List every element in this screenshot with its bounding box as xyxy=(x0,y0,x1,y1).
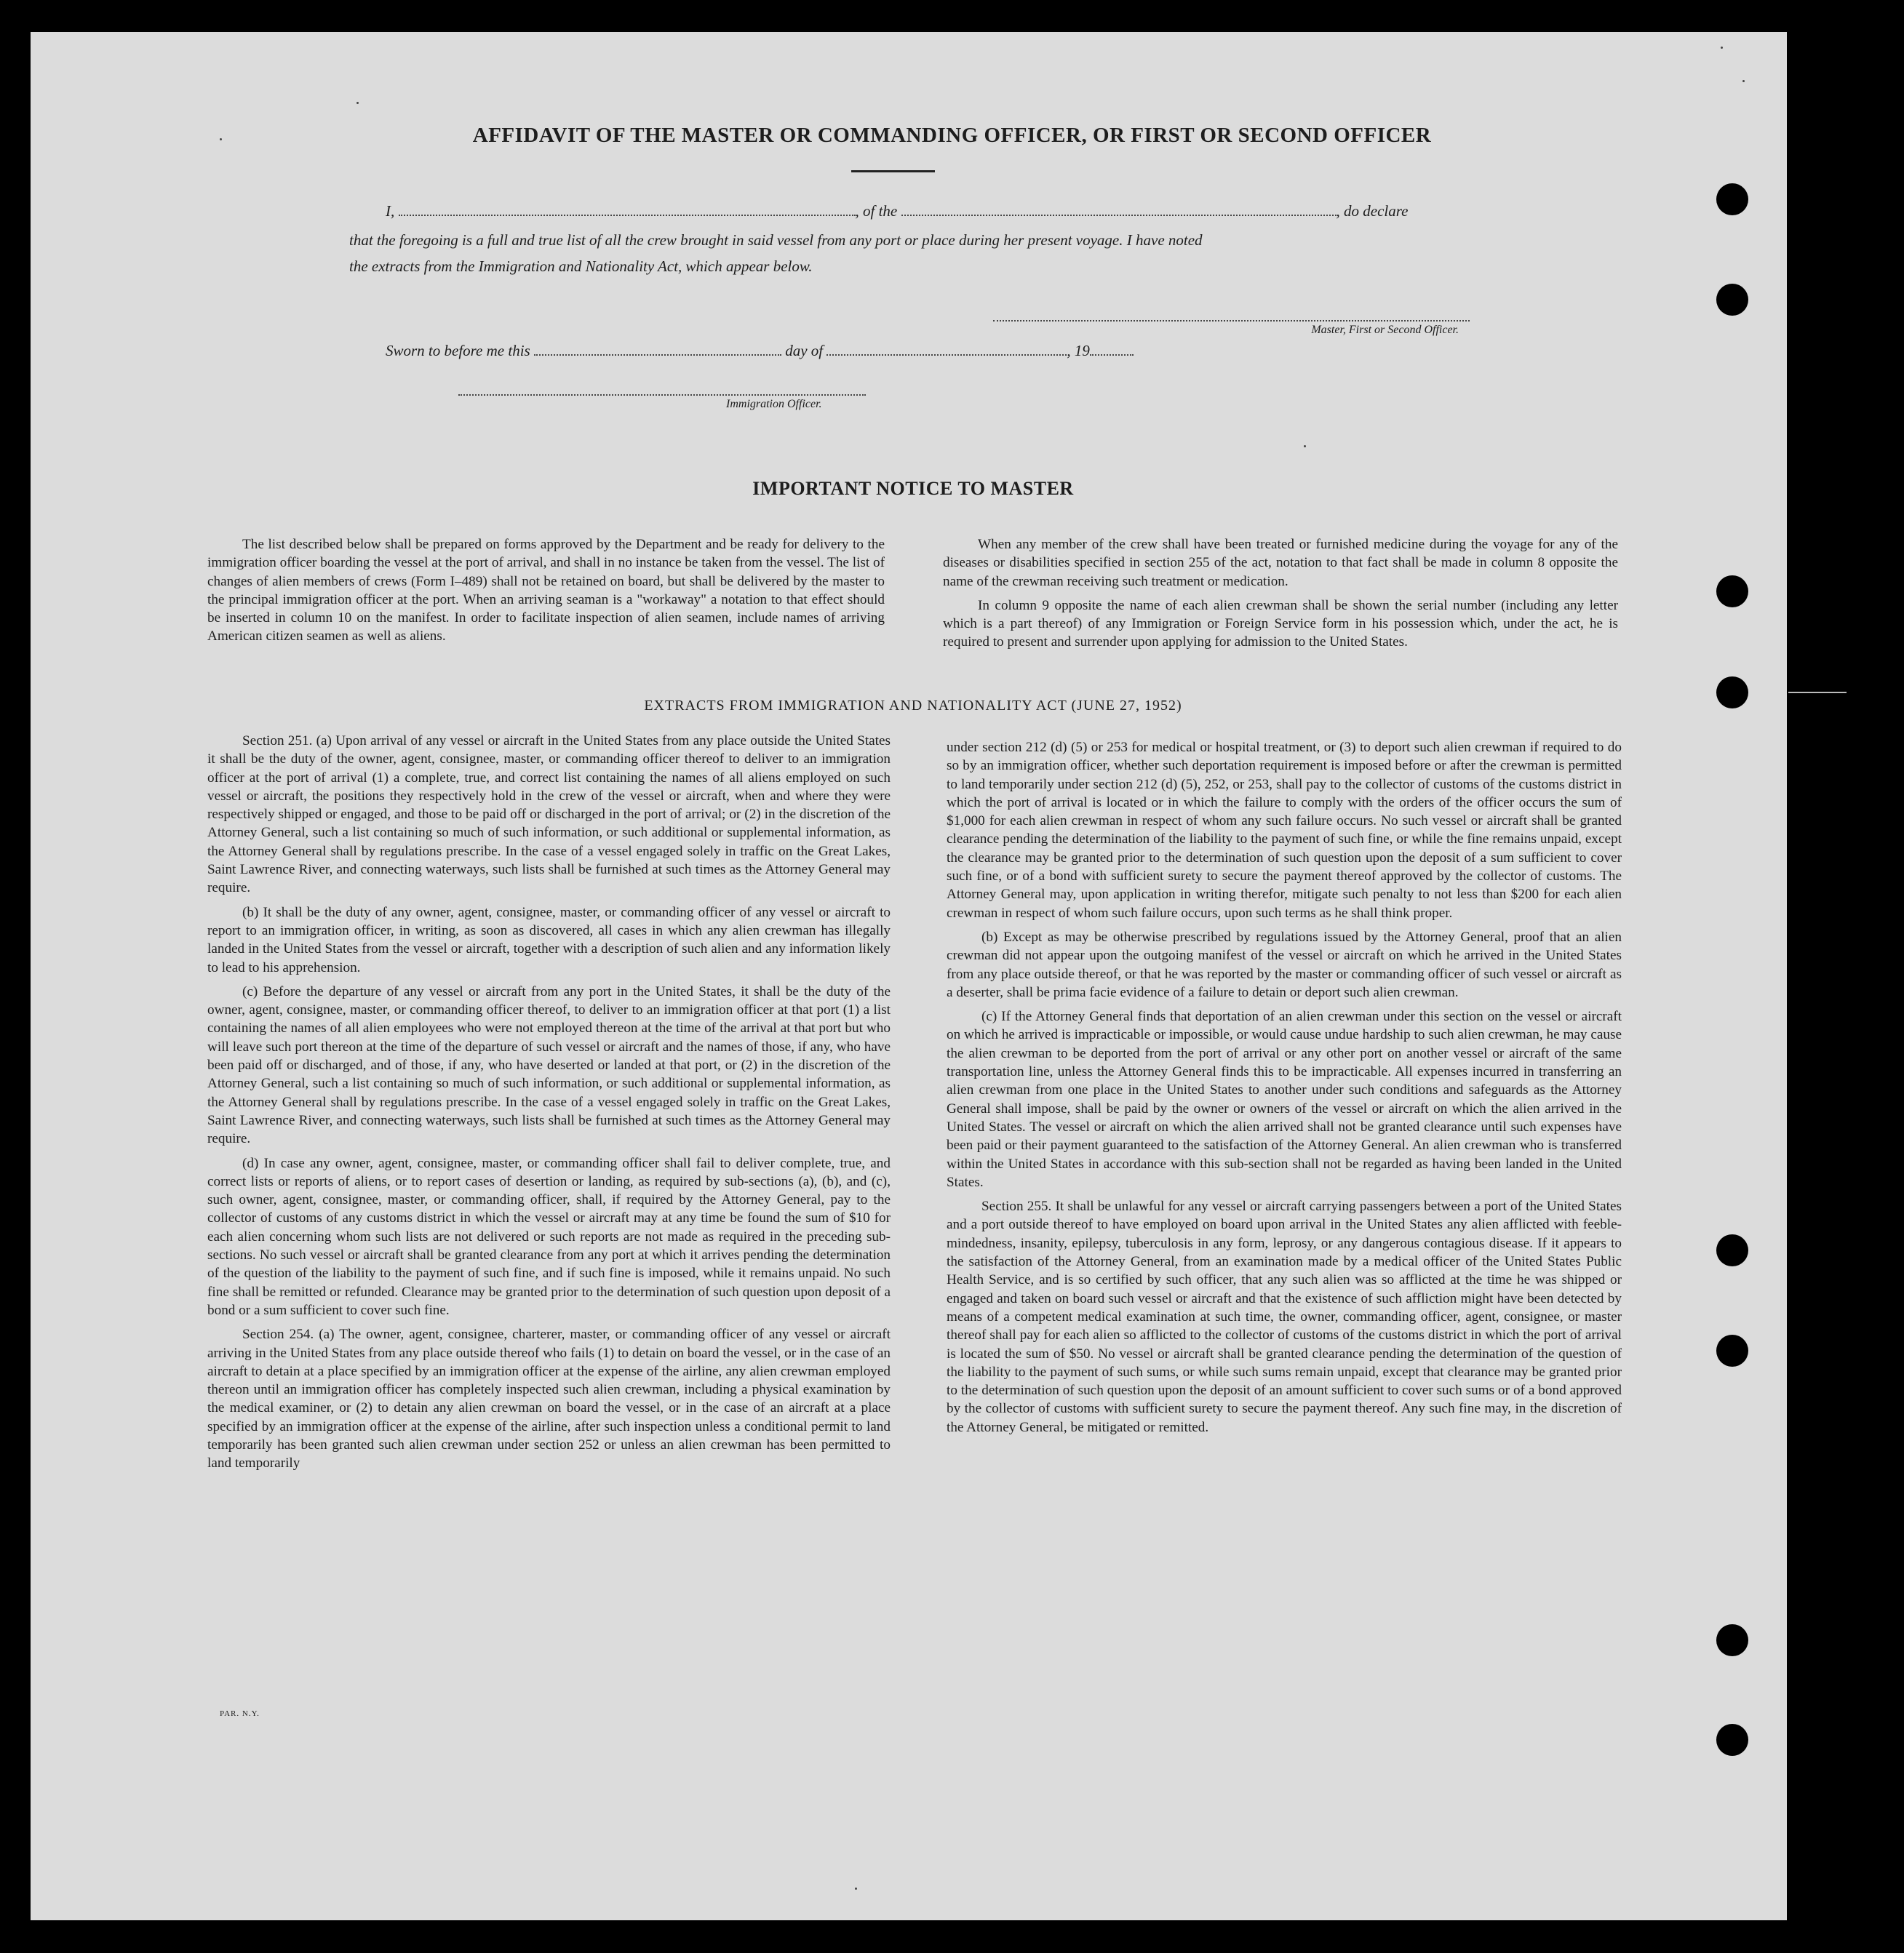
extract-paragraph: Section 251. (a) Upon arrival of any vessel or aircraft in the United States from any place outside the United States it shall be the duty of the owner, agent, consignee, master, or commanding officer thereof to deliver to an immigration officer at the port of arrival (1) a complete, true, and correct list containing the names of all aliens employed on such vessel or aircraft, the positions they respectively hold in the crew of the vessel or aircraft, when and where they were respectively shipped or engaged, and those to be paid off or discharged in the port of arrival; or (2) in the discretion of the Attorney General, such a list containing so much of such information, or such additional or supplemental information, as the Attorney General shall by regulations prescribe. In the case of a vessel engaged solely in traffic on the Great Lakes, Saint Lawrence River, and connecting waterways, such lists shall be furnished at such times as the Attorney General may require. xyxy=(207,733,891,896)
declaration-i: I, xyxy=(386,202,395,220)
notice-right-column xyxy=(943,535,1618,658)
extracts-left-column xyxy=(207,732,891,1479)
master-signature-caption: Master, First or Second Officer. xyxy=(1311,324,1459,336)
extract-paragraph: (b) Except as may be otherwise prescribed by regulations issued by the Attorney General, proof that an alien crewman did not appear upon the outgoing manifest of the vessel or aircraft on which he arrived in the United States from any place outside thereof, or that he was reported by the master or commanding officer of such vessel or aircraft as a deserter, shall be prima facie evidence of a failure to detain or deport such alien crewman. xyxy=(947,929,1622,1000)
speck xyxy=(1304,445,1306,447)
printer-mark: PAR. N.Y. xyxy=(220,1709,260,1718)
declaration-text-line-2: that the foregoing is a full and true list of all the crew brought in said vessel from any port or place during her present voyage. I have noted xyxy=(349,231,1203,249)
speck xyxy=(1742,80,1745,82)
declaration-of-the: , of the xyxy=(855,202,898,220)
extract-paragraph: under section 212 (d) (5) or 253 for medical or hospital treatment, or (3) to deport such alien crewman if required to do so by an immigration officer, whether such deportation requirement is imposed before or after the crewman is permitted to land temporarily under section 212 (d) (5), 252, or 253, shall pay to the collector of customs of the customs district in which the port of arrival is located or in which the failure to comply with the orders of the officer occurs the sum of $1,000 for each alien crewman in respect of whom any such failure occurs. No such vessel or aircraft shall be granted clearance pending the determination of the liability to the payment of such fine, or while the fine remains unpaid, except the clearance may be granted prior to the determination of such question upon the deposit of a sum sufficient to cover such fine, or of a bond with sufficient surety to secure the payment thereof approved by the collector of customs. The Attorney General may, upon application in writing therefor, mitigate such penalty to not less than $200 for each alien crewman in respect of whom such failure occurs, upon such terms as he shall think proper. xyxy=(947,740,1622,921)
punch-hole xyxy=(1716,1624,1748,1656)
notice-left-paragraph: The list described below shall be prepared on forms approved by the Department and be ready for delivery to the immigration officer boarding the vessel at the port of arrival, and shall in no instance be taken from the vessel. The list of changes of alien members of crews (Form I–489) shall not be retained on board, but shall be delivered by the master to the principal immigration officer at the port. When an arriving seaman is a "workaway" a notation to that effect should be inserted in column 10 on the manifest. In order to facilitate inspection of alien seamen, include names of arriving American citizen seamen as well as aliens. xyxy=(207,537,885,644)
sworn-prefix: Sworn to before me this xyxy=(386,342,530,359)
notice-right-paragraph: When any member of the crew shall have been treated or furnished medicine during the voyage for any of the diseases or disabilities specified in section 255 of the act, notation to that fact shall be made in column 8 opposite the name of the crewman receiving such treatment or medication. xyxy=(943,537,1618,589)
declaration-do-declare: , do declare xyxy=(1336,202,1409,220)
master-signature-line[interactable] xyxy=(993,320,1470,321)
punch-hole xyxy=(1716,1234,1748,1266)
month-field[interactable] xyxy=(826,354,1067,356)
sworn-year: , 19 xyxy=(1067,342,1090,359)
speck xyxy=(1721,47,1723,49)
speck xyxy=(356,102,359,104)
extract-paragraph: (b) It shall be the duty of any owner, agent, consignee, master, or commanding officer of any vessel or aircraft to report to an immigration officer, in writing, as soon as discovered, all cases in which any alien crewman has illegally landed in the United States from the vessel or aircraft, together with a description of such alien and any information likely to lead to his apprehension. xyxy=(207,904,891,975)
notice-title: IMPORTANT NOTICE TO MASTER xyxy=(752,478,1074,499)
immigration-officer-caption: Immigration Officer. xyxy=(726,398,822,410)
extract-paragraph: Section 254. (a) The owner, agent, consignee, charterer, master, or commanding officer of any vessel or aircraft arriving in the United States from any place outside thereof who fails (1) to detain on board the vessel, or in the case of an aircraft to detain at a place specified by an immigration officer at the expense of the airline, any alien crewman employed thereon until an immigration officer has completely inspected such alien crewman, including a physical examination by the medical examiner, or (2) to detain any alien crewman on board the vessel, or in the case of an aircraft at a place specified by an immigration officer at the expense of the airline, after such inspection unless a conditional permit to land temporarily has been granted such alien crewman under section 252 or unless an alien crewman has been permitted to land temporarily xyxy=(207,1327,891,1471)
extracts-right-column xyxy=(947,738,1622,1442)
extract-paragraph: (c) If the Attorney General finds that deportation of an alien crewman under this section on the vessel or aircraft on which he arrived is impracticable or impossible, or would cause undue hardship to such alien crewman, he may cause the alien crewman to be deported from the port of arrival or any other port on another vessel or aircraft of the same transportation line, unless the Attorney General finds this to be impracticable. All expenses incurred in transferring an alien crewman from one place in the United States to another under such conditions and safeguards as the Attorney General shall impose, shall be paid by the owner or owners of the vessel or aircraft on which the alien arrived in the United States. The vessel or aircraft on which the alien arrived shall not be granted clearance until such expenses have been paid or their payment guaranteed to the satisfaction of the Attorney General. An alien crewman who is transferred within the United States in accordance with this sub-section shall not be regarded as having been landed in the United States. xyxy=(947,1009,1622,1190)
extracts-title: EXTRACTS FROM IMMIGRATION AND NATIONALITY ACT (JUNE 27, 1952) xyxy=(644,698,1182,714)
declaration-text-line-3: the extracts from the Immigration and Nationality Act, which appear below. xyxy=(349,257,813,275)
margin-tick xyxy=(1788,692,1847,693)
extract-paragraph: (c) Before the departure of any vessel or aircraft from any port in the United States, it shall be the duty of the owner, agent, consignee, master, or commanding officer thereof, to deliver to an immigration officer at that port (1) a list containing the names of all alien employees who were not employed thereon at the time of the arrival at that port but who will leave such port thereon at the time of the departure of such vessel or aircraft and the names of those, if any, who have been paid off or discharged, and of those, if any, who have deserted or landed at that port, or (2) in the discretion of the Attorney General, such a list containing so much of such information, or such additional or supplemental information, as the Attorney General shall by regulations prescribe. In the case of a vessel engaged solely in traffic on the Great Lakes, Saint Lawrence River, and connecting waterways, such lists shall be furnished at such times as the Attorney General may require. xyxy=(207,983,891,1147)
punch-hole xyxy=(1716,183,1748,215)
sworn-day-of: day of xyxy=(785,342,824,359)
day-field[interactable] xyxy=(534,354,781,356)
sworn-line xyxy=(386,342,1134,360)
extract-paragraph: Section 255. It shall be unlawful for any vessel or aircraft carrying passengers between a port of the United States and a port outside thereof to have employed on board upon arrival in the United States any alien afflicted with feeble-mindedness, insanity, epilepsy, tuberculosis in any form, leprosy, or any dangerous contagious disease. If it appears to the satisfaction of the Attorney General, from an examination made by a medical officer of the United States Public Health Service, and is so certified by such officer, that any such alien was so afflicted at the time he was shipped or engaged and taken on board such vessel or aircraft and that the existence of such affliction might have been detected by means of a competent medical examination at such time, the owner, commanding officer, agent, consignee, or master thereof shall pay for each alien so afflicted to the collector of customs of the customs district in which the port of arrival is located the sum of $50. No vessel or aircraft shall be granted clearance pending the determination of the question of the liability to the payment of such sums, or while such sums remain unpaid, except that clearance may be granted prior to the determination of such question upon the deposit of an amount sufficient to cover such sums or of a bond approved by the collector of customs with sufficient surety to secure the payment thereof. Any such fine may, in the discretion of the Attorney General, be mitigated or remitted. xyxy=(947,1199,1622,1435)
punch-hole xyxy=(1716,575,1748,607)
vessel-field[interactable] xyxy=(901,214,1337,216)
year-field[interactable] xyxy=(1090,354,1134,356)
punch-hole xyxy=(1716,1335,1748,1367)
punch-hole xyxy=(1716,1724,1748,1756)
declaration-line xyxy=(386,202,1477,220)
name-field[interactable] xyxy=(399,214,856,216)
speck xyxy=(855,1888,857,1890)
affidavit-title: AFFIDAVIT OF THE MASTER OR COMMANDING OFFICER, OR FIRST OR SECOND OFFICER xyxy=(472,124,1432,147)
immigration-officer-signature-line[interactable] xyxy=(458,394,866,396)
extract-paragraph: (d) In case any owner, agent, consignee, master, or commanding officer shall fail to deliver complete, true, and correct lists or reports of aliens, or to report cases of desertion or landing, as required by sub-sections (a), (b), and (c), such owner, agent, consignee, master, or commanding officer, shall, if required by the Attorney General, pay to the collector of customs of any customs district in which the vessel or aircraft may at any time be found the sum of $10 for each alien concerning whom such lists are not delivered or such reports are not made as required in the preceding sub-sections. No such vessel or aircraft shall be granted clearance from any port at which it arrives pending the determination of the question of the liability to the payment of such fine, and if such fine is imposed, while it remains unpaid. No such fine shall be remitted or refunded. Clearance may be granted prior to the determination of such question upon deposit of a bond or a sum sufficient to cover such fine. xyxy=(207,1155,891,1318)
notice-right-paragraph: In column 9 opposite the name of each alien crewman shall be shown the serial number (including any letter which is a part thereof) of any Immigration or Foreign Service form in his possession which, under the act, he is required to present and surrender upon applying for admission to the United States. xyxy=(943,597,1618,650)
punch-hole xyxy=(1716,284,1748,316)
notice-left-column xyxy=(207,535,885,652)
title-underline xyxy=(851,170,935,172)
